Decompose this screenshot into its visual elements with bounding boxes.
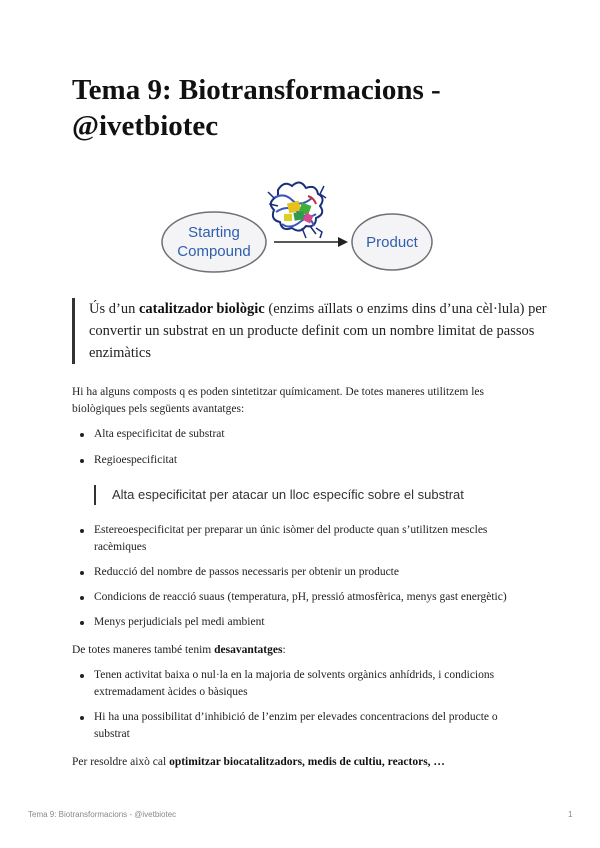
advantages-list-a: [72, 426, 532, 469]
page-title: Tema 9: Biotransformacions - @ivetbiotec: [72, 74, 441, 142]
definition-rest: (enzims aïllats o enzims dins d’una cèl·lula) per convertir un substrat en un producte definit com un nombre limitat de passos enzimàtics: [89, 301, 547, 361]
list-item: Regioespecificitat: [72, 452, 532, 469]
definition-quote: [72, 298, 549, 364]
list-item: Tenen activitat baixa o nul·la en la majoria de solvents orgànics anhídrids, i condicions extremadament àcides o bàsiques: [72, 667, 532, 701]
definition-prefix: Ús d’un: [89, 301, 139, 317]
disadvantages-intro: [72, 642, 532, 659]
list-item: Menys perjudicials pel medi ambient: [72, 614, 532, 631]
list-item: Estereoespecificitat per preparar un únic isòmer del producte quan s’utilitzen mescles racèmiques: [72, 522, 532, 556]
intro-paragraph: Hi ha alguns composts q es poden sintetitzar químicament. De totes maneres utilitzem les biològiques pels següents avantatges:: [72, 386, 484, 415]
product-label: Product: [366, 234, 418, 251]
footer-title: Tema 9: Biotransformacions - @ivetbiotec: [28, 810, 177, 819]
starting-compound-label-line1: Starting: [188, 224, 240, 241]
reaction-arrow: [274, 237, 348, 247]
disadvantages-intro-bold: desavantatges: [214, 644, 283, 656]
list-item: Condicions de reacció suaus (temperatura, pH, pressió atmosfèrica, menys gast energètic): [72, 589, 532, 606]
disadvantages-intro-suffix: :: [282, 644, 286, 656]
conclusion-paragraph: [72, 754, 532, 771]
disadvantages-list: [72, 667, 532, 743]
definition-bold: catalitzador biològic: [138, 301, 265, 317]
starting-compound-label-line2: Compound: [177, 243, 251, 260]
advantages-list-b: [72, 522, 532, 631]
enzyme-structure-image: [268, 182, 326, 238]
conclusion-prefix: Per resoldre això cal: [72, 756, 170, 768]
list-item: Hi ha una possibilitat d’inhibició de l’enzim per elevades concentracions del producte o substrat: [72, 709, 532, 743]
conclusion-bold: optimitzar biocatalitzadors, medis de cultiu, reactors, …: [169, 756, 445, 768]
biotransformation-diagram: [156, 168, 444, 278]
page-number: 1: [568, 810, 573, 819]
list-item: Alta especificitat de substrat: [72, 426, 532, 443]
list-item: Reducció del nombre de passos necessaris per obtenir un producte: [72, 564, 532, 581]
disadvantages-intro-prefix: De totes maneres també tenim: [72, 644, 215, 656]
starting-compound-node: [162, 212, 266, 272]
product-node: [352, 214, 432, 270]
regioespecificitat-note: Alta especificitat per atacar un lloc específic sobre el substrat: [94, 485, 532, 505]
